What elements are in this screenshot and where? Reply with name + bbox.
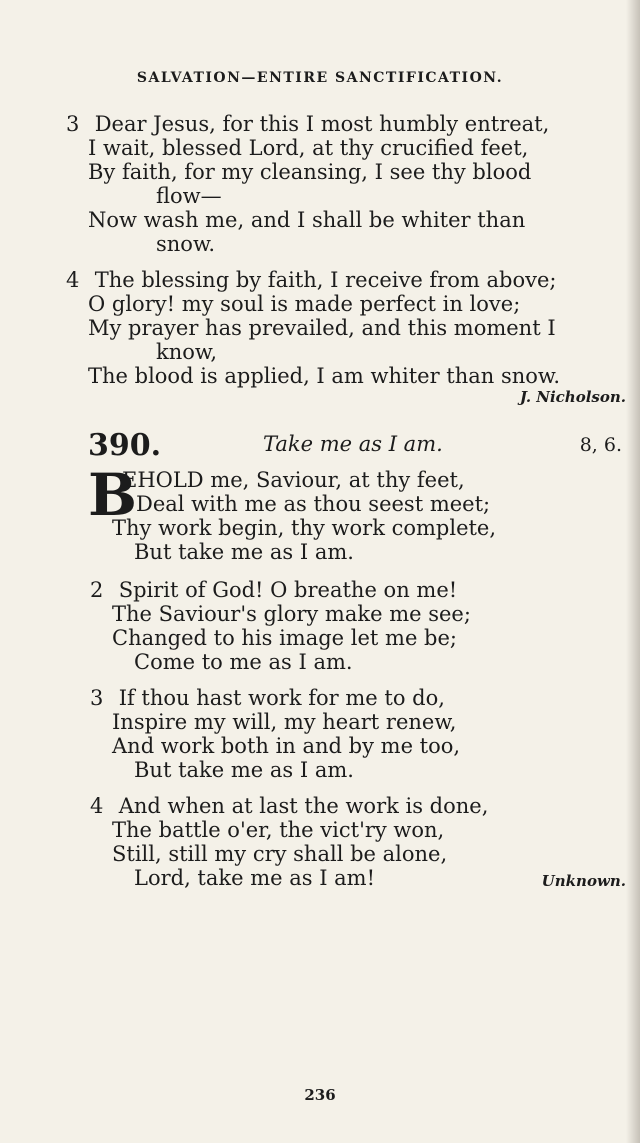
prev-stanza-3	[66, 112, 628, 256]
verse-line: Spirit of God! O breathe on me!	[118, 578, 458, 602]
hymn-stanza-3	[90, 686, 640, 782]
verse-line: Lord, take me as I am!	[134, 866, 376, 890]
verse-line: EHOLD me, Saviour, at thy feet,	[122, 468, 465, 492]
drop-cap: B	[88, 461, 138, 529]
verse-line: The Saviour's glory make me see;	[112, 602, 471, 626]
stanza-number: 2	[90, 578, 104, 602]
hymn-meter: 8, 6.	[579, 434, 622, 456]
stanza-number: 3	[90, 686, 104, 710]
hymn-title: Take me as I am.	[263, 432, 443, 456]
verse-line: Still, still my cry shall be alone,	[112, 842, 448, 866]
verse-line: Inspire my will, my heart renew,	[112, 710, 457, 734]
verse-line: And work both in and by me too,	[112, 734, 461, 758]
verse-line: Dear Jesus, for this I most humbly entreat,	[94, 112, 550, 136]
hymn-stanza-2	[90, 578, 640, 674]
prev-stanza-4	[66, 268, 628, 388]
hymn-number: 390.	[88, 428, 162, 463]
running-head: SALVATION—ENTIRE SANCTIFICATION.	[136, 70, 504, 86]
verse-line: The battle o'er, the vict'ry won,	[112, 818, 445, 842]
hymn-heading	[88, 428, 628, 464]
verse-line: By faith, for my cleansing, I see thy blood	[88, 160, 532, 184]
verse-line: Changed to his image let me be;	[112, 626, 457, 650]
prev-hymn-author: J. Nicholson.	[519, 388, 626, 406]
hymn-author: Unknown.	[541, 872, 626, 890]
verse-line: O glory! my soul is made perfect in love;	[88, 292, 521, 316]
verse-line: Deal with me as thou seest meet;	[136, 492, 491, 516]
verse-line: If thou hast work for me to do,	[118, 686, 445, 710]
verse-line: Come to me as I am.	[134, 650, 353, 674]
page-number: 236	[304, 1086, 336, 1104]
verse-line-continued: flow—	[156, 184, 222, 208]
verse-line-continued: snow.	[156, 232, 216, 256]
stanza-number: 3	[66, 112, 80, 136]
verse-line: Now wash me, and I shall be whiter than	[88, 208, 526, 232]
verse-line: But take me as I am.	[134, 758, 354, 782]
stanza-number: 4	[66, 268, 80, 292]
verse-line: And when at last the work is done,	[118, 794, 489, 818]
verse-line: The blessing by faith, I receive from above;	[94, 268, 557, 292]
stanza-number: 4	[90, 794, 104, 818]
verse-line: Thy work begin, thy work complete,	[112, 516, 497, 540]
verse-line: My prayer has prevailed, and this moment I	[88, 316, 556, 340]
page-edge-shadow	[626, 0, 640, 1143]
hymn-stanza-1	[112, 468, 640, 564]
verse-line-continued: know,	[156, 340, 218, 364]
verse-line: The blood is applied, I am whiter than snow.	[88, 364, 561, 388]
verse-line: I wait, blessed Lord, at thy crucified feet,	[88, 136, 529, 160]
verse-line: But take me as I am.	[134, 540, 354, 564]
